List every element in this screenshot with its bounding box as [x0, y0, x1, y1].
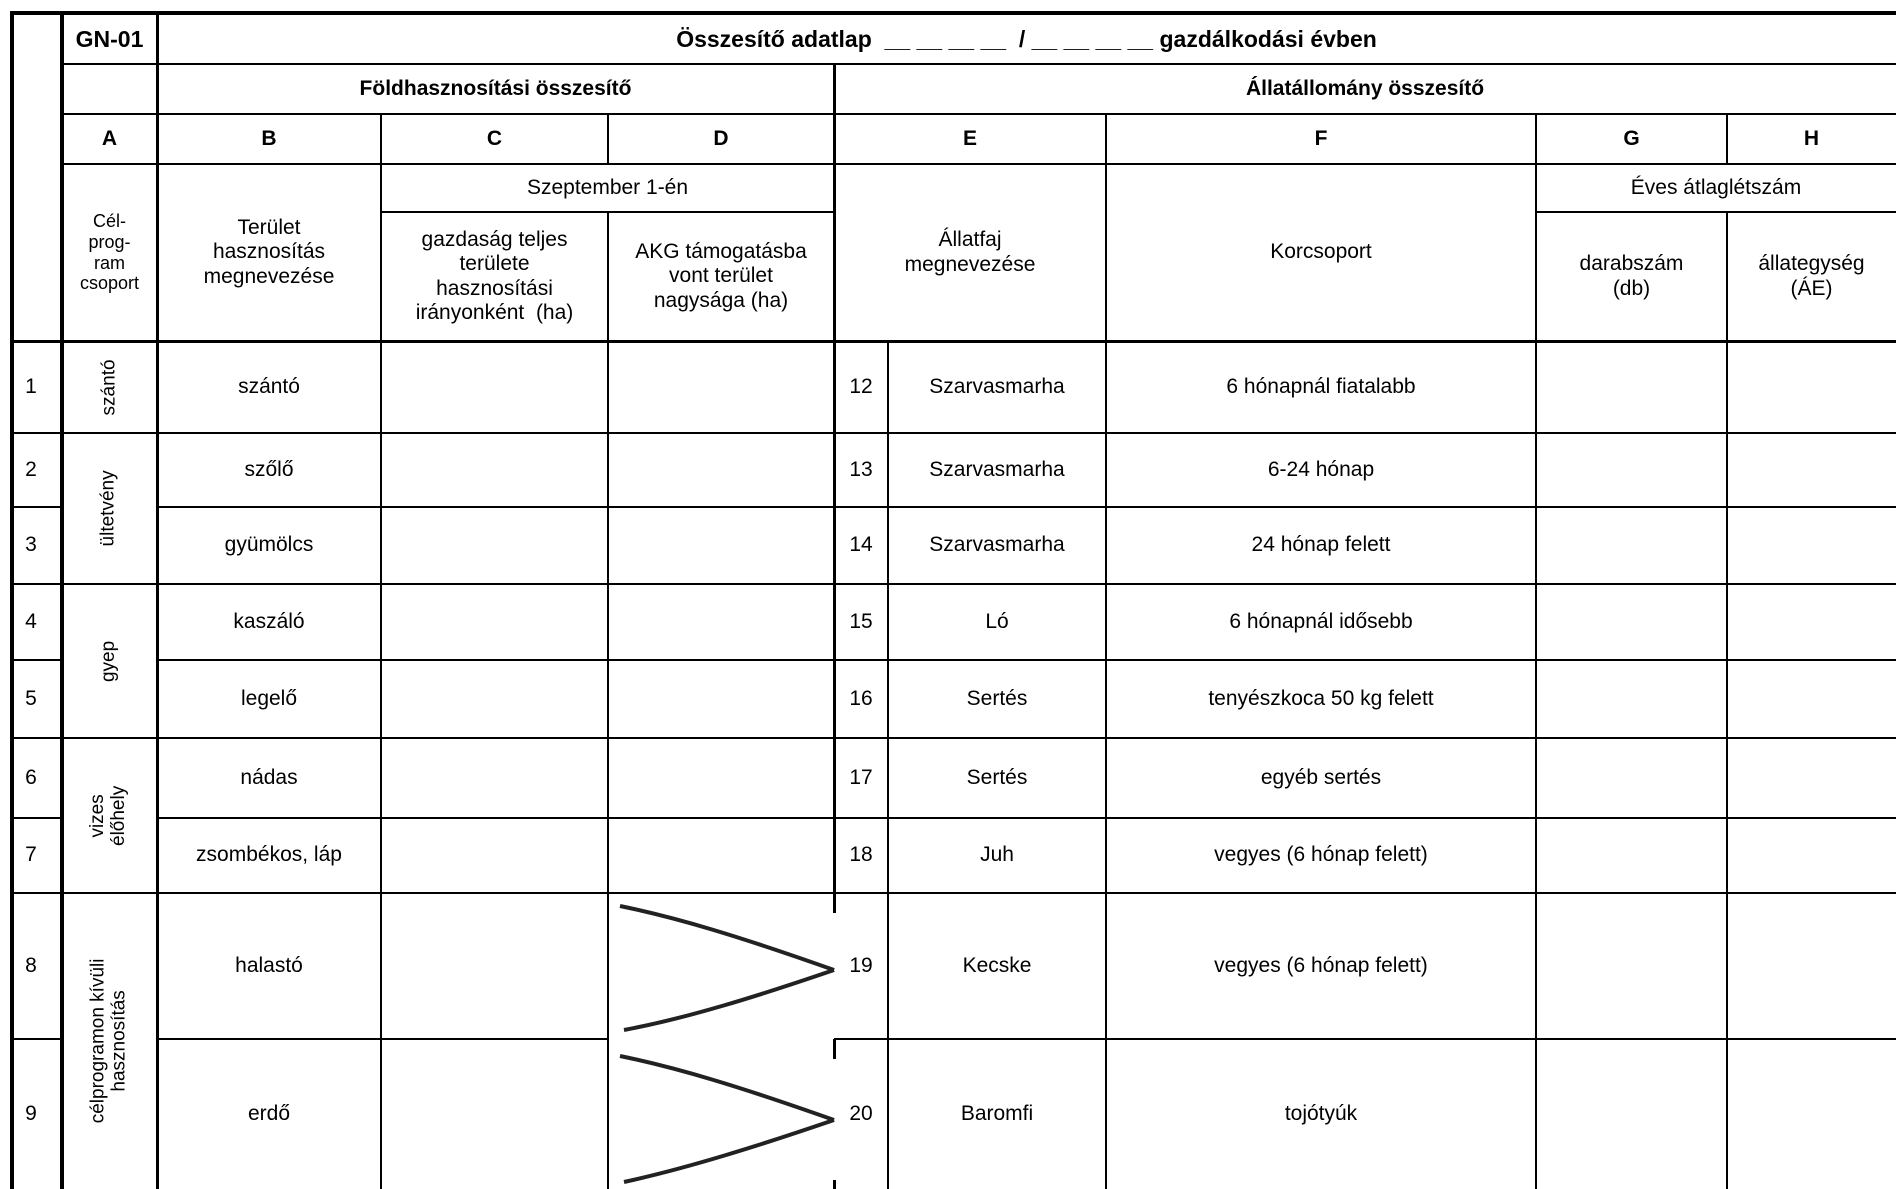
- grid-hline: [157, 432, 608, 434]
- grid-vline: [1535, 114, 1537, 1189]
- species-name: Sertés: [966, 765, 1028, 789]
- grid-hline: [62, 737, 157, 739]
- land-use-name: erdő: [247, 1101, 291, 1125]
- land-use-name: kaszáló: [233, 609, 305, 633]
- grid-hline: [834, 432, 1896, 434]
- grid-hline: [10, 892, 62, 894]
- livestock-unit-input[interactable]: [1727, 507, 1896, 584]
- form-title: Összesítő adatlap __ __ __ __ / __ __ __ __ gazdálkodási évben: [676, 25, 1377, 52]
- livestock-unit-input[interactable]: [1727, 893, 1896, 1039]
- species-name: Baromfi: [960, 1101, 1034, 1125]
- head-count-input[interactable]: [1536, 341, 1727, 433]
- head-count-input[interactable]: [1536, 893, 1727, 1039]
- age-group: 6 hónapnál idősebb: [1229, 609, 1413, 633]
- header-age-group: Korcsoport: [1270, 240, 1372, 264]
- column-letter-g: G: [1623, 126, 1640, 150]
- species-name: Szarvasmarha: [929, 374, 1065, 398]
- animal-row-number: 20: [849, 1101, 873, 1125]
- total-area-input[interactable]: [381, 738, 608, 818]
- header-head-count: darabszám (db): [1579, 252, 1684, 300]
- animal-row-number: 15: [849, 609, 873, 633]
- row-number: 7: [25, 843, 37, 867]
- row-number: 3: [25, 533, 37, 557]
- grid-hline: [608, 506, 834, 508]
- animal-row-number: 13: [849, 457, 873, 481]
- livestock-unit-input[interactable]: [1727, 433, 1896, 507]
- head-count-input[interactable]: [1536, 1039, 1727, 1189]
- land-use-name: nádas: [240, 765, 298, 789]
- grid-hline: [157, 659, 608, 661]
- land-use-name: gyümölcs: [224, 533, 314, 557]
- grid-hline: [10, 11, 1896, 15]
- header-september-1: Szeptember 1-én: [526, 175, 689, 199]
- head-count-input[interactable]: [1536, 818, 1727, 893]
- total-area-input[interactable]: [381, 1039, 608, 1189]
- grid-hline: [608, 432, 834, 434]
- grid-hline: [157, 817, 608, 819]
- total-area-input[interactable]: [381, 818, 608, 893]
- age-group: 6 hónapnál fiatalabb: [1226, 374, 1416, 398]
- livestock-unit-input[interactable]: [1727, 818, 1896, 893]
- grid-hline: [62, 113, 1896, 115]
- animal-row-number: 19: [849, 953, 873, 977]
- akg-area-input[interactable]: [608, 818, 834, 893]
- grid-vline: [833, 893, 836, 913]
- grid-vline: [60, 13, 64, 1189]
- header-livestock-units: állategység (ÁE): [1758, 252, 1865, 300]
- age-group: 6-24 hónap: [1267, 457, 1375, 481]
- total-area-input[interactable]: [381, 433, 608, 507]
- grid-vline: [833, 1039, 836, 1059]
- row-number: 5: [25, 686, 37, 710]
- species-name: Sertés: [966, 686, 1028, 710]
- animal-row-number: 14: [849, 533, 873, 557]
- row-number: 1: [25, 374, 37, 398]
- row-number: 8: [25, 953, 37, 977]
- grid-hline: [608, 583, 834, 585]
- age-group: vegyes (6 hónap felett): [1214, 843, 1428, 867]
- column-letter-a: A: [101, 126, 118, 150]
- column-letter-e: E: [962, 126, 977, 150]
- grid-hline: [10, 1038, 62, 1040]
- column-letter-c: C: [486, 126, 503, 150]
- header-land-use-name: Terület hasznosítás megnevezése: [203, 216, 335, 288]
- grid-vline: [607, 212, 609, 1189]
- age-group: tenyészkoca 50 kg felett: [1208, 686, 1434, 710]
- livestock-summary-heading: Állatállomány összesítő: [1245, 76, 1485, 100]
- head-count-input[interactable]: [1536, 738, 1727, 818]
- row-number: 6: [25, 765, 37, 789]
- grid-hline: [10, 506, 62, 508]
- grid-hline: [834, 659, 1896, 661]
- livestock-unit-input[interactable]: [1727, 584, 1896, 660]
- land-use-name: legelő: [240, 686, 298, 710]
- row-number: 4: [25, 609, 37, 633]
- species-name: Kecske: [962, 953, 1032, 977]
- grid-hline: [10, 817, 62, 819]
- akg-area-input[interactable]: [608, 584, 834, 660]
- total-area-input[interactable]: [381, 341, 608, 433]
- grid-hline: [10, 659, 62, 661]
- group-label-non-program: célprogramon kívüli hasznosítás: [87, 958, 130, 1124]
- header-akg-area: AKG támogatásba vont terület nagysága (ha): [635, 240, 807, 312]
- land-use-name: szőlő: [244, 457, 294, 481]
- age-group: vegyes (6 hónap felett): [1214, 953, 1428, 977]
- head-count-input[interactable]: [1536, 507, 1727, 584]
- header-total-area: gazdaság teljes területe hasznosítási irányonként (ha): [415, 228, 574, 324]
- head-count-input[interactable]: [1536, 660, 1727, 738]
- column-letter-d: D: [713, 126, 729, 150]
- grid-vline: [1726, 114, 1728, 164]
- animal-row-number: 18: [849, 843, 873, 867]
- grid-hline: [608, 817, 834, 819]
- animal-row-number: 17: [849, 765, 873, 789]
- grid-hline: [834, 506, 1896, 508]
- grid-hline: [834, 892, 1896, 894]
- grid-hline: [157, 583, 608, 585]
- akg-area-input[interactable]: [608, 433, 834, 507]
- grid-vline: [833, 64, 836, 893]
- grid-hline: [1536, 211, 1896, 213]
- livestock-unit-input[interactable]: [1727, 738, 1896, 818]
- species-name: Szarvasmarha: [929, 457, 1065, 481]
- akg-area-input[interactable]: [608, 507, 834, 584]
- age-group: tojótyúk: [1284, 1101, 1358, 1125]
- row-number: 9: [25, 1101, 37, 1125]
- grid-vline: [833, 1180, 836, 1189]
- land-use-summary-heading: Földhasznosítási összesítő: [359, 76, 632, 100]
- grid-hline: [10, 432, 62, 434]
- total-area-input[interactable]: [381, 660, 608, 738]
- chevron-arrow-icon-row8: [618, 900, 840, 1040]
- row-number: 2: [25, 457, 37, 481]
- header-species-name: Állatfaj megnevezése: [904, 228, 1036, 276]
- total-area-input[interactable]: [381, 893, 608, 1039]
- chevron-arrow-icon-row9: [618, 1050, 840, 1189]
- age-group: 24 hónap felett: [1251, 533, 1391, 557]
- livestock-unit-input[interactable]: [1727, 660, 1896, 738]
- akg-area-input[interactable]: [608, 660, 834, 738]
- grid-hline: [62, 892, 157, 894]
- group-label-plantation: ültetvény: [98, 470, 120, 547]
- species-name: Szarvasmarha: [929, 533, 1065, 557]
- livestock-unit-input[interactable]: [1727, 1039, 1896, 1189]
- grid-hline: [608, 737, 834, 739]
- grid-hline: [157, 506, 608, 508]
- grid-vline: [887, 341, 889, 1189]
- land-use-name: halastó: [235, 953, 303, 977]
- head-count-input[interactable]: [1536, 433, 1727, 507]
- group-label-arable: szántó: [98, 359, 120, 415]
- grid-hline: [608, 659, 834, 661]
- akg-area-input[interactable]: [608, 738, 834, 818]
- grid-hline: [157, 892, 608, 894]
- column-letter-f: F: [1314, 126, 1328, 150]
- species-name: Juh: [980, 843, 1014, 867]
- akg-area-input[interactable]: [608, 341, 834, 433]
- grid-hline: [62, 583, 157, 585]
- grid-vline: [10, 13, 14, 1189]
- head-count-input[interactable]: [1536, 584, 1727, 660]
- total-area-input[interactable]: [381, 584, 608, 660]
- grid-hline: [608, 892, 834, 894]
- grid-hline: [834, 583, 1896, 585]
- grid-hline: [62, 432, 157, 434]
- form-code: GN-01: [75, 25, 144, 52]
- grid-vline: [380, 114, 382, 1189]
- column-letter-h: H: [1803, 126, 1820, 150]
- grid-hline: [10, 737, 62, 739]
- grid-hline: [834, 1038, 1896, 1040]
- group-label-wetland: vizes élőhely: [87, 785, 130, 846]
- group-label-grassland: gyep: [98, 640, 120, 682]
- grid-hline: [10, 583, 62, 585]
- grid-hline: [10, 340, 1896, 343]
- column-letter-b: B: [261, 126, 277, 150]
- total-area-input[interactable]: [381, 507, 608, 584]
- grid-vline: [1105, 114, 1107, 1189]
- land-use-name: szántó: [238, 374, 300, 398]
- animal-row-number: 12: [849, 374, 873, 398]
- grid-hline: [834, 737, 1896, 739]
- grid-hline: [62, 63, 1896, 65]
- livestock-unit-input[interactable]: [1727, 341, 1896, 433]
- grid-vline: [156, 13, 159, 1189]
- grid-hline: [157, 1038, 608, 1040]
- age-group: egyéb sertés: [1260, 765, 1382, 789]
- grid-vline: [1726, 212, 1728, 1189]
- species-name: Ló: [985, 609, 1009, 633]
- grid-hline: [157, 737, 608, 739]
- header-target-program-group: Cél- prog- ram csoport: [79, 211, 140, 294]
- grid-vline: [607, 114, 609, 164]
- grid-hline: [834, 817, 1896, 819]
- header-annual-average: Éves átlaglétszám: [1630, 175, 1802, 199]
- land-use-name: zsombékos, láp: [196, 843, 342, 867]
- animal-row-number: 16: [849, 686, 873, 710]
- grid-hline: [62, 163, 1896, 165]
